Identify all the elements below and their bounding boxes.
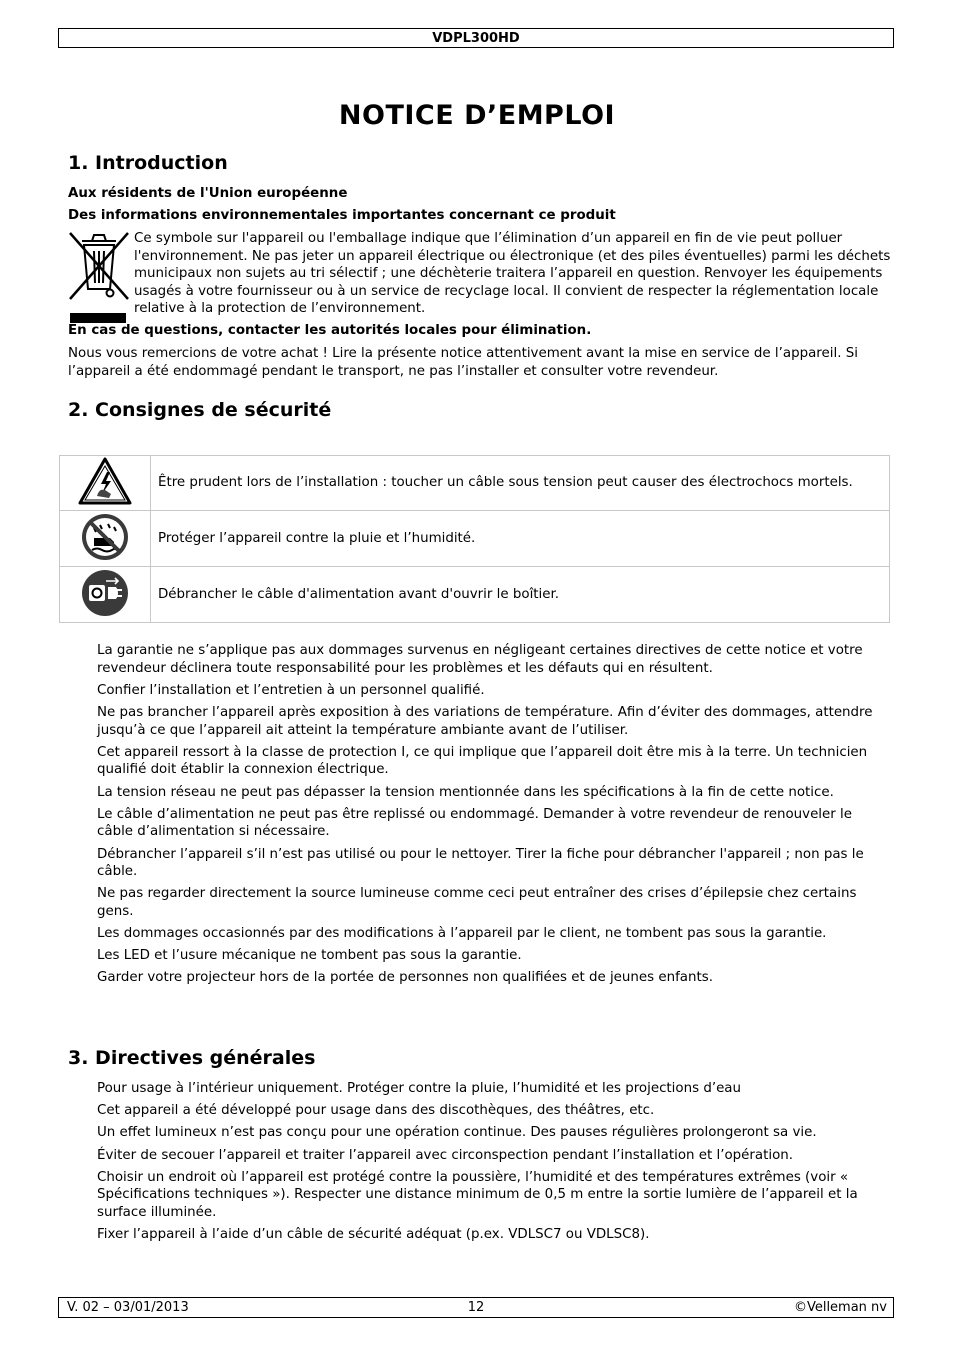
page-number: 12 — [467, 1300, 485, 1315]
safety-warnings-table — [59, 455, 890, 623]
version-date: V. 02 – 03/01/2013 — [67, 1300, 189, 1315]
safety-instructions-list — [97, 642, 889, 992]
list-item: Éviter de secouer l’appareil et traiter l’appareil avec circonspection pendant l’installation et l’opération. — [97, 1147, 794, 1163]
page-header — [58, 28, 894, 48]
eu-residents-label: Aux résidents de l'Union européenne — [68, 186, 348, 201]
page-title: NOTICE D’EMPLOI — [338, 100, 616, 131]
warning-icon-cell — [60, 511, 151, 567]
unplug-icon — [80, 568, 130, 618]
warning-row — [60, 511, 890, 567]
list-item: Les dommages occasionnés par des modifications à l’appareil par le client, ne tombent pas sous la garantie. — [97, 926, 827, 942]
list-item: Ne pas brancher l’appareil après exposition à des variations de température. Afin d’éviter des dommages, attendre jusqu’à ce que l’appareil ait atteint la température ambiante avant de l’utiliser. — [97, 704, 873, 738]
copyright: ©Velleman nv — [793, 1300, 887, 1315]
crossed-out-bin-icon — [68, 231, 130, 325]
list-item: La tension réseau ne peut pas dépasser la tension mentionnée dans les spécifications à la fin de cette notice. — [97, 784, 834, 800]
list-item: Débrancher l’appareil s’il n’est pas utilisé ou pour le nettoyer. Tirer la fiche pour débrancher l'appareil ; non pas le câble. — [97, 846, 864, 880]
keep-dry-icon — [80, 512, 130, 562]
warning-text: Débrancher le câble d'alimentation avant d'ouvrir le boîtier. — [151, 567, 890, 623]
warning-row — [60, 567, 890, 623]
warning-row — [60, 456, 890, 511]
list-item: Cet appareil ressort à la classe de protection I, ce qui implique que l’appareil doit être mis à la terre. Un technicien qualifié doit établir la connexion électrique. — [97, 744, 868, 778]
list-item: Le câble d’alimentation ne peut pas être replissé ou endommagé. Demander à votre revendeur de renouveler le câble d’alimentation si nécessaire. — [97, 806, 852, 840]
warning-icon-cell — [60, 456, 151, 511]
env-info-label: Des informations environnementales importantes concernant ce produit — [68, 208, 616, 223]
electric-shock-warning-icon — [77, 456, 133, 506]
list-item: Un effet lumineux n’est pas conçu pour une opération continue. Des pauses régulières prolongeront sa vie. — [97, 1125, 817, 1141]
list-item: Fixer l’appareil à l’aide d’un câble de sécurité adéquat (p.ex. VDLSC7 ou VDLSC8). — [97, 1227, 650, 1243]
model-name: VDPL300HD — [432, 31, 520, 46]
section-heading-general: 3. Directives générales — [68, 1047, 316, 1069]
page-footer — [58, 1297, 894, 1318]
list-item: Les LED et l’usure mécanique ne tombent pas sous la garantie. — [97, 948, 522, 964]
list-item: Pour usage à l’intérieur uniquement. Protéger contre la pluie, l’humidité et les projections d’eau — [97, 1081, 742, 1096]
list-item: Garder votre projecteur hors de la portée de personnes non qualifiées et de jeunes enfants. — [97, 970, 713, 986]
list-item: Ne pas regarder directement la source lumineuse comme ceci peut entraîner des crises d’épilepsie chez certains gens. — [97, 886, 857, 919]
list-item: La garantie ne s’applique pas aux dommages survenus en négligeant certaines directives de cette notice et votre revendeur déclinera toute responsabilité pour les problèmes et les défauts qui en résultent. — [97, 643, 863, 676]
weee-notice-text: Ce symbole sur l'appareil ou l'emballage indique que l’élimination d’un appareil en fin de vie peut polluer l'environnement. Ne pas jeter un appareil électrique ou électronique (et des piles éventuelles) parmi les déchets municipaux non sujets au tri sélectif ; une déchèterie traitera l’appareil en question. Renvoyer les équipements usagés à votre fournisseur ou à un service de recyclage local. Il convient de respecter la réglementation locale relative à la protection de l’environnement. — [134, 231, 891, 317]
warning-text: Protéger l’appareil contre la pluie et l’humidité. — [151, 511, 890, 567]
general-guidelines-list — [97, 1080, 889, 1248]
thanks-paragraph: Nous vous remercions de votre achat ! Lire la présente notice attentivement avant la mise en service de l’appareil. Si l’appareil a été endommagé pendant le transport, ne pas l’installer et consulter votre revendeur. — [68, 346, 858, 379]
warning-icon-cell — [60, 567, 151, 623]
list-item: Cet appareil a été développé pour usage dans des discothèques, des théâtres, etc. — [97, 1103, 655, 1119]
list-item: Choisir un endroit où l’appareil est protégé contre la poussière, l’humidité et des températures extrêmes (voir « Spécifications techniques »). Respecter une distance minimum de 0,5 m entre la sortie lumière de l’appareil et la surface illuminée. — [97, 1169, 858, 1220]
list-item: Confier l’installation et l’entretien à un personnel qualifié. — [97, 682, 485, 698]
warning-text: Être prudent lors de l’installation : toucher un câble sous tension peut causer des électrochocs mortels. — [151, 456, 890, 511]
section-heading-safety: 2. Consignes de sécurité — [68, 399, 332, 421]
questions-notice: En cas de questions, contacter les autorités locales pour élimination. — [68, 323, 592, 338]
section-heading-introduction: 1. Introduction — [68, 152, 228, 174]
